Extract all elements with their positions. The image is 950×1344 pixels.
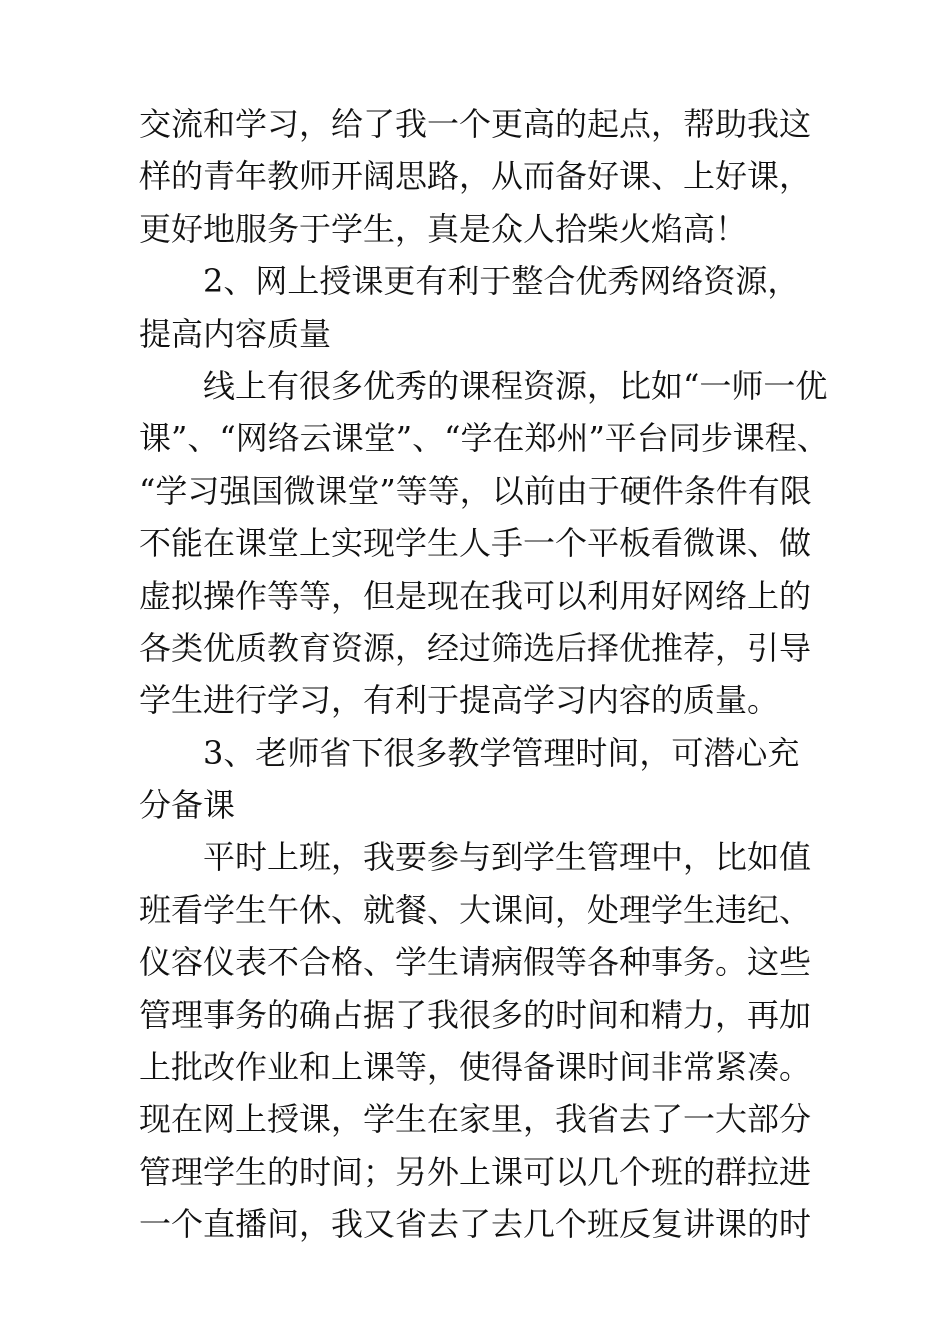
text-line: 班看学生午休、就餐、大课间，处理学生违纪、 — [139, 890, 812, 929]
text-line: 不能在课堂上实现学生人手一个平板看微课、做 — [139, 524, 812, 563]
text-line: 提高内容质量 — [139, 314, 332, 353]
text-line: 样的青年教师开阔思路，从而备好课、上好课， — [139, 157, 812, 196]
text-line: 交流和学习，给了我一个更高的起点，帮助我这 — [139, 105, 812, 143]
document-body — [139, 98, 839, 1251]
text-line: 上批改作业和上课等，使得备课时间非常紧凑。 — [139, 1048, 812, 1087]
text-line: 课”、“网络云课堂”、“学在郑州”平台同步课程、 — [139, 419, 829, 458]
text-line: 现在网上授课，学生在家里，我省去了一大部分 — [139, 1100, 812, 1139]
text-line: 管理学生的时间；另外上课可以几个班的群拉进 — [139, 1152, 812, 1191]
text-line: 学生进行学习，有利于提高学习内容的质量。 — [139, 681, 780, 720]
text-line: 管理事务的确占据了我很多的时间和精力，再加 — [139, 995, 812, 1034]
text-line: 各类优质教育资源，经过筛选后择优推荐，引导 — [139, 628, 812, 667]
text-line: 更好地服务于学生，真是众人拾柴火焰高！ — [139, 209, 748, 248]
paragraph-first-line: 2、网上授课更有利于整合优秀网络资源， — [203, 262, 800, 301]
paragraph-first-line: 平时上班，我要参与到学生管理中，比如值 — [203, 838, 812, 877]
text-line: 虚拟操作等等，但是现在我可以利用好网络上的 — [139, 576, 812, 615]
text-line: “学习强国微课堂”等等，以前由于硬件条件有限 — [139, 471, 812, 510]
paragraph-first-line: 3、老师省下很多教学管理时间，可潜心充 — [203, 733, 800, 772]
text-line: 分备课 — [139, 786, 236, 825]
text-line: 一个直播间，我又省去了去几个班反复讲课的时 — [139, 1205, 812, 1244]
text-line: 仪容仪表不合格、学生请病假等各种事务。这些 — [139, 943, 812, 982]
paragraph-first-line: 线上有很多优秀的课程资源，比如“一师一优 — [203, 366, 828, 405]
